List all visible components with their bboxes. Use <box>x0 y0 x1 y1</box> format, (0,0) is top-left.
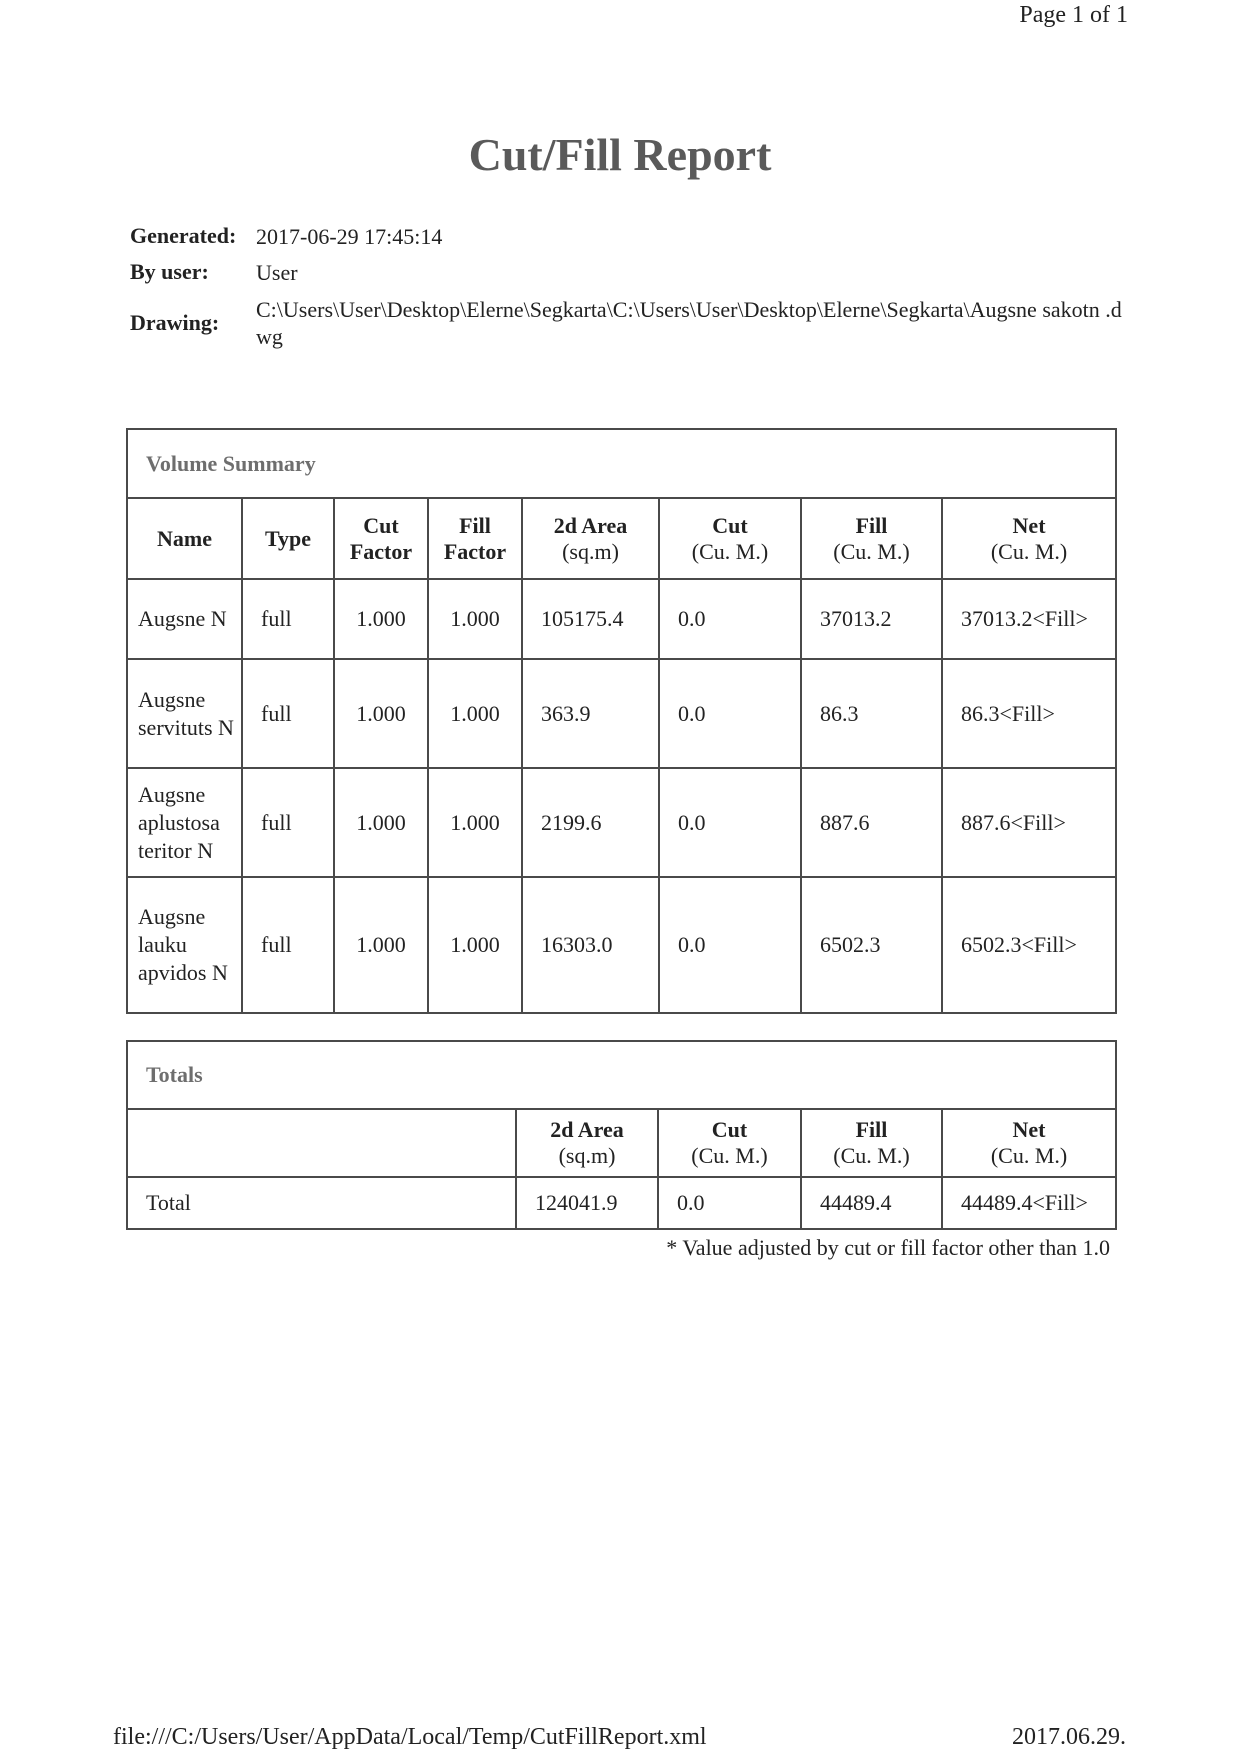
cell-area: 363.9 <box>522 659 659 768</box>
cell-cut-factor: 1.000 <box>334 877 428 1013</box>
volume-summary-table <box>126 428 1117 1014</box>
table-row <box>127 877 1116 1013</box>
footnote: * Value adjusted by cut or fill factor other than 1.0 <box>666 1235 1110 1260</box>
table-row <box>127 768 1116 877</box>
header-fill-factor-line1: Fill <box>459 512 491 538</box>
header-cut-factor <box>334 498 428 579</box>
cell-fill: 86.3 <box>801 659 942 768</box>
header-net-unit: (Cu. M.) <box>990 538 1068 564</box>
totals-header-area <box>516 1109 658 1177</box>
header-net-line1: Net <box>1012 512 1046 538</box>
totals-header-net <box>942 1109 1116 1177</box>
header-net <box>942 498 1116 579</box>
totals-header-area-line1: 2d Area <box>550 1117 624 1142</box>
footer-file-path: file:///C:/Users/User/AppData/Local/Temp/CutFillReport.xml <box>113 1724 707 1750</box>
drawing-label: Drawing: <box>130 310 220 335</box>
cell-net: 37013.2<Fill> <box>942 579 1116 659</box>
volume-summary-title: Volume Summary <box>127 429 1116 498</box>
cell-name: Augsne aplustosa teritor N <box>127 768 242 877</box>
totals-header-cut <box>658 1109 801 1177</box>
cell-fill: 887.6 <box>801 768 942 877</box>
cell-area: 105175.4 <box>522 579 659 659</box>
totals-title: Totals <box>127 1041 1116 1109</box>
cell-cut-factor: 1.000 <box>334 659 428 768</box>
header-cut <box>659 498 801 579</box>
header-name: Name <box>127 498 242 579</box>
header-fill-factor <box>428 498 522 579</box>
cell-cut: 0.0 <box>659 877 801 1013</box>
totals-header-fill-unit: (Cu. M.) <box>833 1143 910 1168</box>
cell-fill: 6502.3 <box>801 877 942 1013</box>
cell-net: 6502.3<Fill> <box>942 877 1116 1013</box>
totals-header-area-unit: (sq.m) <box>558 1143 616 1168</box>
cell-area: 2199.6 <box>522 768 659 877</box>
cell-fill-factor: 1.000 <box>428 579 522 659</box>
generated-value: 2017-06-29 17:45:14 <box>256 223 443 249</box>
totals-header-net-unit: (Cu. M.) <box>990 1143 1068 1168</box>
totals-header-net-line1: Net <box>1012 1117 1046 1142</box>
totals-table <box>126 1040 1117 1230</box>
totals-row <box>127 1177 1116 1229</box>
cell-type: full <box>242 659 334 768</box>
header-cut-factor-line2: Factor <box>349 538 413 564</box>
header-fill-line1: Fill <box>855 512 888 538</box>
cell-cut-factor: 1.000 <box>334 579 428 659</box>
cell-fill-factor: 1.000 <box>428 877 522 1013</box>
totals-label: Total <box>127 1177 516 1229</box>
generated-label: Generated: <box>130 223 237 248</box>
cell-net: 887.6<Fill> <box>942 768 1116 877</box>
user-label: By user: <box>130 259 209 284</box>
header-cut-line1: Cut <box>712 512 748 538</box>
totals-header-fill-line1: Fill <box>855 1117 888 1142</box>
cell-fill-factor: 1.000 <box>428 659 522 768</box>
cell-cut-factor: 1.000 <box>334 768 428 877</box>
totals-area: 124041.9 <box>516 1177 658 1229</box>
totals-cut: 0.0 <box>658 1177 801 1229</box>
cell-cut: 0.0 <box>659 659 801 768</box>
user-value: User <box>256 259 298 285</box>
cell-cut: 0.0 <box>659 579 801 659</box>
totals-header-cut-unit: (Cu. M.) <box>691 1143 768 1168</box>
drawing-value: C:\Users\User\Desktop\Elerne\Segkarta\C:\Users\User\Desktop\Elerne\Segkarta\Augsne sakotn .dwg <box>256 297 1122 349</box>
cell-fill-factor: 1.000 <box>428 768 522 877</box>
cell-type: full <box>242 579 334 659</box>
header-fill <box>801 498 942 579</box>
table-row <box>127 659 1116 768</box>
totals-fill: 44489.4 <box>801 1177 942 1229</box>
cell-name: Augsne lauku apvidos N <box>127 877 242 1013</box>
header-fill-factor-line2: Factor <box>443 538 507 564</box>
cell-type: full <box>242 877 334 1013</box>
cell-name: Augsne servituts N <box>127 659 242 768</box>
totals-header-fill <box>801 1109 942 1177</box>
header-area <box>522 498 659 579</box>
header-cut-unit: (Cu. M.) <box>691 538 769 564</box>
page-number: Page 1 of 1 <box>1019 2 1128 28</box>
totals-header-cut-line1: Cut <box>711 1117 748 1142</box>
cell-type: full <box>242 768 334 877</box>
header-area-unit: (sq.m) <box>562 538 619 564</box>
cell-fill: 37013.2 <box>801 579 942 659</box>
cell-cut: 0.0 <box>659 768 801 877</box>
table-row <box>127 579 1116 659</box>
header-cut-factor-line1: Cut <box>363 512 399 538</box>
report-metadata <box>130 218 1126 356</box>
totals-header-blank <box>127 1109 516 1177</box>
header-type: Type <box>242 498 334 579</box>
totals-net: 44489.4<Fill> <box>942 1177 1116 1229</box>
cell-name: Augsne N <box>127 579 242 659</box>
header-area-line1: 2d Area <box>553 512 628 538</box>
cell-net: 86.3<Fill> <box>942 659 1116 768</box>
report-title: Cut/Fill Report <box>468 129 772 180</box>
cell-area: 16303.0 <box>522 877 659 1013</box>
footer-date: 2017.06.29. <box>1012 1724 1126 1750</box>
header-fill-unit: (Cu. M.) <box>833 538 910 564</box>
